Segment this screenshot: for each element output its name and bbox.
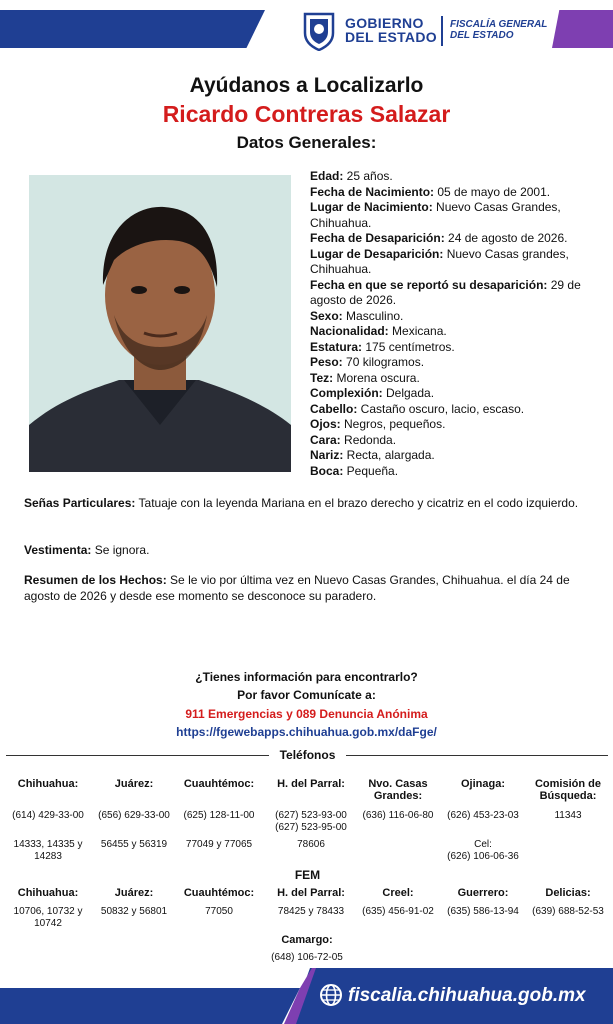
detail-label: Cabello: [310,401,358,416]
person-photo [29,175,291,472]
table-cell: (635) 456-91-02 [362,906,434,917]
table-cell: 50832 y 56801 [100,906,168,917]
detail-label: Peso: [310,355,343,369]
senas-particulares [24,495,594,511]
header-blue-band [0,10,265,48]
senas-label: Señas Particulares: [24,496,136,510]
gobierno-logo-text [345,16,437,44]
detail-label: Sexo: [310,308,343,323]
detail-value: Nuevo Casas grandes, Chihuahua. [310,246,569,276]
detail-row [310,386,605,402]
detail-value: 29 de agosto de 2026. [310,277,581,307]
detail-value: Nuevo Casas Grandes, Chihuahua. [310,200,561,230]
detail-row [310,448,605,464]
detail-row [310,355,605,371]
table-header-cell: Cuauhtémoc: [183,778,255,790]
table-cell: (625) 128-11-00 [183,810,255,821]
table-cell: (656) 629-33-00 [98,810,170,821]
cta-emergency-numbers: 911 Emergencias y 089 Denuncia Anónima [185,707,428,721]
detail-value: Pequeña. [343,463,399,478]
detail-label: Estatura: [310,339,363,354]
detail-row [310,309,605,325]
resumen-label: Resumen de los Hechos: [24,573,167,587]
detail-value: Castaño oscuro, lacio, escaso. [357,401,525,416]
table-cell: 78425 y 78433 [277,906,345,917]
header-purple-band [552,10,613,48]
detail-row [310,402,605,418]
detail-label: Ojos: [310,417,341,431]
detail-value: Delgada. [382,386,435,400]
table-header-cell: Guerrero: [457,887,509,899]
table-cell: 77050 [205,906,233,917]
detail-value: Redonda. [340,432,397,447]
table-cell: (639) 688-52-53 [532,906,604,917]
detail-value: Masculino. [342,308,404,323]
detail-row [310,200,605,231]
cta-question: ¿Tienes información para encontrarlo? [195,670,418,684]
table-cell: (626) 453-23-03 [447,810,519,821]
detail-label: Nacionalidad: [310,324,389,338]
cta-please: Por favor Comunícate a: [237,688,376,702]
table-header-cell: Juárez: [114,778,154,790]
detail-label: Lugar de Nacimiento: [310,200,433,214]
telefonos-rule-right [346,755,608,756]
detail-row [310,278,605,309]
detail-label: Fecha de Nacimiento: [310,184,435,199]
detail-label: Complexión: [310,386,383,400]
detail-value: 05 de mayo de 2001. [434,184,551,199]
detail-row [310,324,605,340]
detail-row [310,185,605,201]
table-cell: 78606 [297,839,325,850]
table-cell: (627) 523-93-00 (627) 523-95-00 [275,810,347,833]
gov-line2: DEL ESTADO [345,29,437,45]
detail-label: Cara: [310,432,341,447]
state-shield-icon [302,11,336,51]
vestimenta-label: Vestimenta: [24,543,92,557]
detail-value: Morena oscura. [333,370,420,385]
detail-row [310,371,605,387]
detail-value: Negros, pequeños. [340,417,446,431]
table-header-cell: Creel: [382,887,414,899]
table-cell: (614) 429-33-00 [12,810,84,821]
fis-line1: FISCALÍA GENERAL [450,19,548,30]
table-cell: 77049 y 77065 [185,839,253,850]
telefonos-rule-left [6,755,269,756]
detail-row [310,169,605,185]
table-header-cell: Delicias: [545,887,591,899]
table-header-cell: Cuauhtémoc: [183,887,255,899]
vestimenta-value: Se ignora. [91,543,150,557]
cta-link[interactable]: https://fgewebapps.chihuahua.gob.mx/daFge/ [176,725,437,739]
senas-value: Tatuaje con la leyenda Mariana en el brazo derecho y cicatriz en el codo izquierdo. [135,496,579,510]
gov-line1: GOBIERNO [345,15,424,31]
detail-row [310,433,605,449]
table-header-cell: H. del Parral: [277,887,345,899]
detail-row [310,247,605,278]
globe-icon [319,983,343,1007]
detail-label: Edad: [310,169,344,183]
detail-label: Nariz: [310,448,344,462]
table-header-cell: Chihuahua: [17,778,79,790]
table-cell: 14333, 14335 y 14283 [13,839,83,862]
detail-label: Lugar de Desaparición: [310,246,444,261]
detail-label: Boca: [310,463,344,478]
detail-value: 24 de agosto de 2026. [444,231,568,245]
detail-label: Fecha en que se reportó su desaparición: [310,277,548,292]
table-cell: 10706, 10732 y 10742 [13,906,83,929]
table-cell: 11343 [554,810,582,821]
fem-camargo-value: (648) 106-72-05 [271,952,343,963]
detail-label: Fecha de Desaparición: [310,231,445,245]
detail-value: 175 centímetros. [362,339,455,354]
table-header-cell: Chihuahua: [17,887,79,899]
vestimenta [24,542,594,558]
details-list [310,169,605,479]
table-cell: (636) 116-06-80 [362,810,434,821]
table-header-cell: Comisión de Búsqueda: [534,778,601,802]
headline: Ayúdanos a Localizarlo [189,74,424,97]
telefonos-title: Teléfonos [279,748,336,762]
fem-title: FEM [294,868,321,882]
detail-row [310,231,605,247]
detail-row [310,464,605,480]
table-cell: 56455 y 56319 [100,839,168,850]
table-cell: Cel: (626) 106-06-36 [447,839,519,862]
detail-row [310,340,605,356]
resumen-value: Se le vio por última vez en Nuevo Casas Grandes, Chihuahua. el día 24 de agosto de 2026 y desde ese momento se desconoce su paradero. [24,573,570,603]
table-header-cell: Nvo. Casas Grandes: [368,778,428,802]
table-header-cell: Ojinaga: [460,778,505,790]
logo-divider [441,16,443,46]
detail-row [310,417,605,433]
detail-value: 70 kilogramos. [342,355,425,369]
table-header-cell: H. del Parral: [277,778,345,790]
fis-line2: DEL ESTADO [450,30,514,41]
resumen-hechos [24,572,594,604]
detail-value: Mexicana. [388,324,447,338]
table-cell: (635) 586-13-94 [447,906,519,917]
fiscalia-logo-text [450,19,547,41]
missing-person-name: Ricardo Contreras Salazar [162,101,451,127]
detail-label: Tez: [310,370,334,385]
table-header-cell: Juárez: [114,887,154,899]
fem-camargo-label: Camargo: [281,934,333,946]
detail-value: 25 años. [343,169,393,183]
section-title: Datos Generales: [236,133,377,152]
detail-value: Recta, alargada. [343,448,435,462]
footer-website[interactable]: fiscalia.chihuahua.gob.mx [348,985,586,1006]
